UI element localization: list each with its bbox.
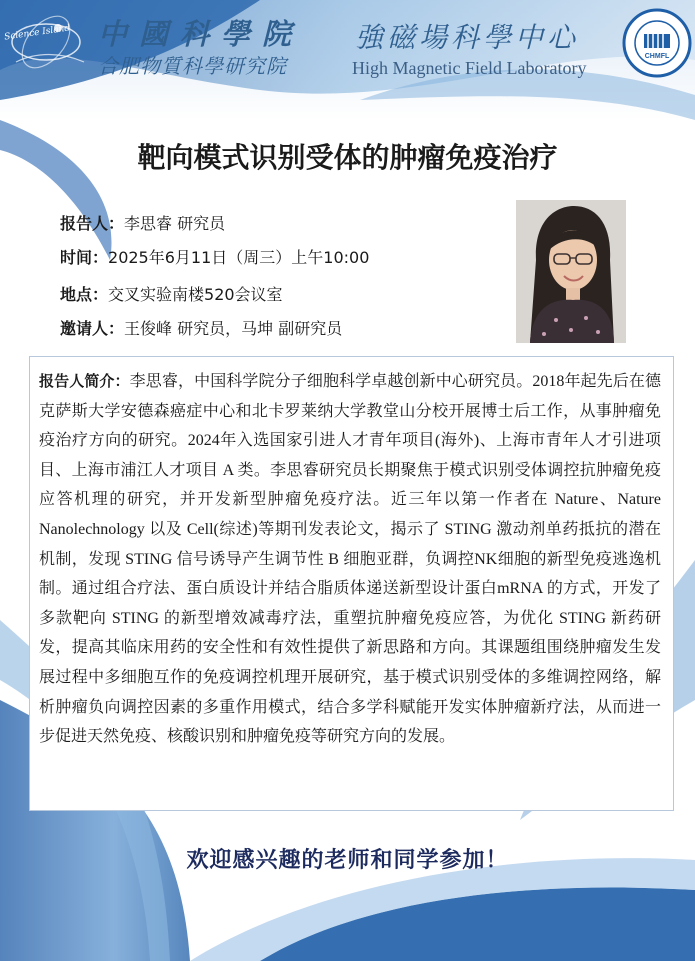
science-island-logo-text: Science Island: [3, 23, 71, 43]
bio-label: 报告人简介：: [39, 372, 130, 390]
info-host: [60, 316, 342, 339]
lab-title: 強磁場科學中心: [355, 21, 580, 54]
bio-text: 李思睿，中国科学院分子细胞科学卓越创新中心研究员。2018年起先后在德克萨斯大学安德森癌症中心和北卡罗莱纳大学教堂山分校开展博士后工作，从事肿瘤免疫治疗方向的研究。2024年入选国家引进人才青年项目(海外)、上海市青年人才引进项目、上海市浦江人才项目 A 类。李思睿研究员长期聚焦于模式识别受体调控抗肿瘤免疫应答机理的研究，并开发新型肿瘤免疫疗法。近三年以第一作者在 Nature、Nature Nanolechnology 以及 Cell(综述)等期刊发表论文，揭示了 STING 激动剂单药抵抗的潜在机制，发现 STING 信号诱导产生调节性 B 细胞亚群，负调控NK细胞的新型免疫逃逸机制。通过组合疗法、蛋白质设计并结合脂质体递送新型设计蛋白mRNA 的方式，开发了多款靶向 STING 的新型增效减毒疗法，重塑抗肿瘤免疫应答，为优化 STING 新药研发，提高其临床用药的安全性和有效性提供了新思路和方向。其课题组围绕肿瘤发生发展过程中多细胞互作的免疫调控机理开展研究，基于模式识别受体的多维调控网络，解析肿瘤负向调控因素的多重作用模式，结合多学科赋能开发实体肿瘤新疗法，从而进一步促进天然免疫、核酸识别和肿瘤免疫等研究方向的发展。: [39, 373, 661, 746]
info-time: [60, 245, 369, 268]
welcome-message: 欢迎感兴趣的老师和同学参加！: [186, 847, 509, 873]
cas-title: 中國科學院: [98, 17, 304, 51]
time-label: 时间：: [60, 248, 109, 267]
info-speaker: [60, 211, 225, 234]
chmfl-logo: [622, 8, 692, 78]
host-value: 王俊峰 研究员，马坤 副研究员: [124, 319, 343, 338]
speaker-label: 报告人：: [60, 214, 125, 233]
location-label: 地点：: [60, 285, 109, 304]
speaker-value: 李思睿 研究员: [124, 214, 226, 233]
bio-box: [29, 356, 674, 811]
page-title: 靶向模式识别受体的肿瘤免疫治疗: [137, 141, 558, 174]
lab-name-en: High Magnetic Field Laboratory: [352, 58, 587, 78]
location-value: 交叉实验南楼520会议室: [108, 285, 283, 304]
time-value: 2025年6月11日（周三）上午10:00: [108, 248, 370, 267]
chmfl-logo-text: CHMFL: [644, 53, 670, 60]
institute-name: 合肥物質科學研究院: [98, 54, 287, 78]
info-location: [60, 282, 283, 305]
science-island-logo: [3, 6, 92, 76]
host-label: 邀请人：: [60, 319, 125, 338]
speaker-photo: [516, 200, 626, 343]
bio-paragraph: [39, 367, 661, 752]
